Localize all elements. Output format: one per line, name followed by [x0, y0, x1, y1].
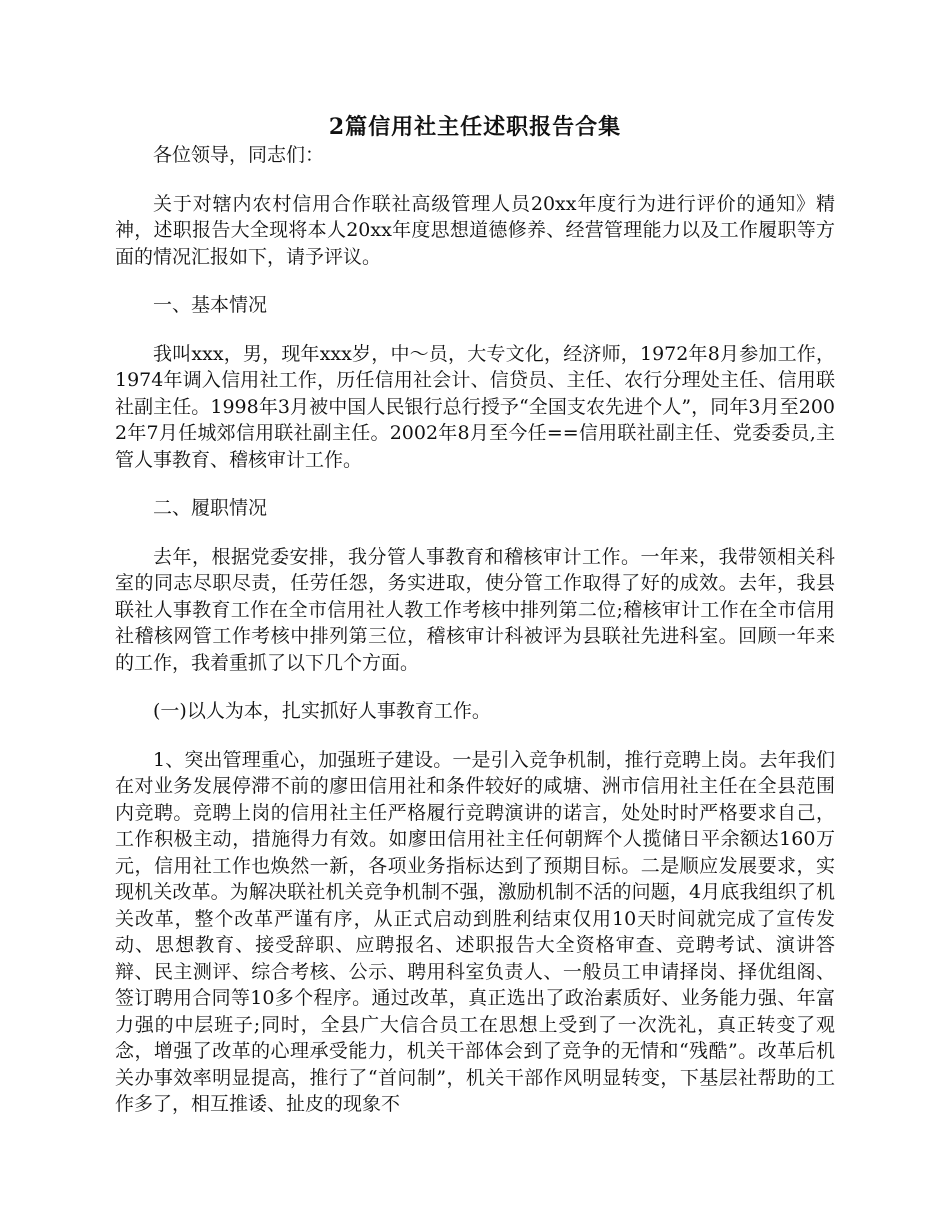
- duties-paragraph: 去年，根据党委安排，我分管人事教育和稽核审计工作。一年来，我带领相关科室的同志尽职尽责，任劳任怨，务实进取，使分管工作取得了好的成效。去年，我县联社人事教育工作在全市信用社人教工作考核中排列第二位;稽核审计工作在全市信用社稽核网管工作考核中排列第三位，稽核审计科被评为县联社先进科室。回顾一年来的工作，我着重抓了以下几个方面。: [115, 545, 835, 674]
- subsection-heading-personnel: (一)以人为本，扎实抓好人事教育工作。: [153, 700, 491, 722]
- document-title: 2篇信用社主任述职报告合集: [328, 114, 622, 140]
- greeting: 各位领导，同志们：: [153, 144, 325, 166]
- intro-paragraph: 关于对辖内农村信用合作联社高级管理人员20xx年度行为进行评价的通知》精神，述职报告大全现将本人20xx年度思想道德修养、经营管理能力以及工作履职等方面的情况汇报如下，请予评议。: [115, 192, 835, 268]
- personnel-paragraph: 1、突出管理重心，加强班子建设。一是引入竞争机制，推行竞聘上岗。去年我们在对业务发展停滞不前的廖田信用社和条件较好的咸塘、洲市信用社主任在全县范围内竞聘。竞聘上岗的信用社主任严格履行竞聘演讲的诺言，处处时时严格要求自己，工作积极主动，措施得力有效。如廖田信用社主任何朝辉个人揽储日平余额达160万元，信用社工作也焕然一新，各项业务指标达到了预期目标。二是顺应发展要求，实现机关改革。为解决联社机关竞争机制不强，激励机制不活的问题，4月底我组织了机关改革，整个改革严谨有序，从正式启动到胜利结束仅用10天时间就完成了宣传发动、思想教育、接受辞职、应聘报名、述职报告大全资格审查、竞聘考试、演讲答辩、民主测评、综合考核、公示、聘用科室负责人、一般员工申请择岗、择优组阁、签订聘用合同等10多个程序。通过改革，真正选出了政治素质好、业务能力强、年富力强的中层班子;同时，全县广大信合员工在思想上受到了一次洗礼，真正转变了观念，增强了改革的心理承受能力，机关干部体会到了竞争的无情和“残酷”。改革后机关办事效率明显提高，推行了“首问制”，机关干部作风明显转变，下基层社帮助的工作多了，相互推诿、扯皮的现象不: [115, 748, 835, 1115]
- section-heading-duties: 二、履职情况: [153, 497, 268, 519]
- document-page: [115, 112, 835, 1140]
- section-heading-basic-info: 一、基本情况: [153, 294, 268, 316]
- basic-info-paragraph: 我叫xxx，男，现年xxx岁，中～员，大专文化，经济师，1972年8月参加工作，1974年调入信用社工作，历任信用社会计、信贷员、主任、农行分理处主任、信用联社副主任。1998年3月被中国人民银行总行授予“全国支农先进个人”，同年3月至2002年7月任城郊信用联社副主任。2002年8月至今任==信用联社副主任、党委委员,主管人事教育、稽核审计工作。: [115, 342, 835, 471]
